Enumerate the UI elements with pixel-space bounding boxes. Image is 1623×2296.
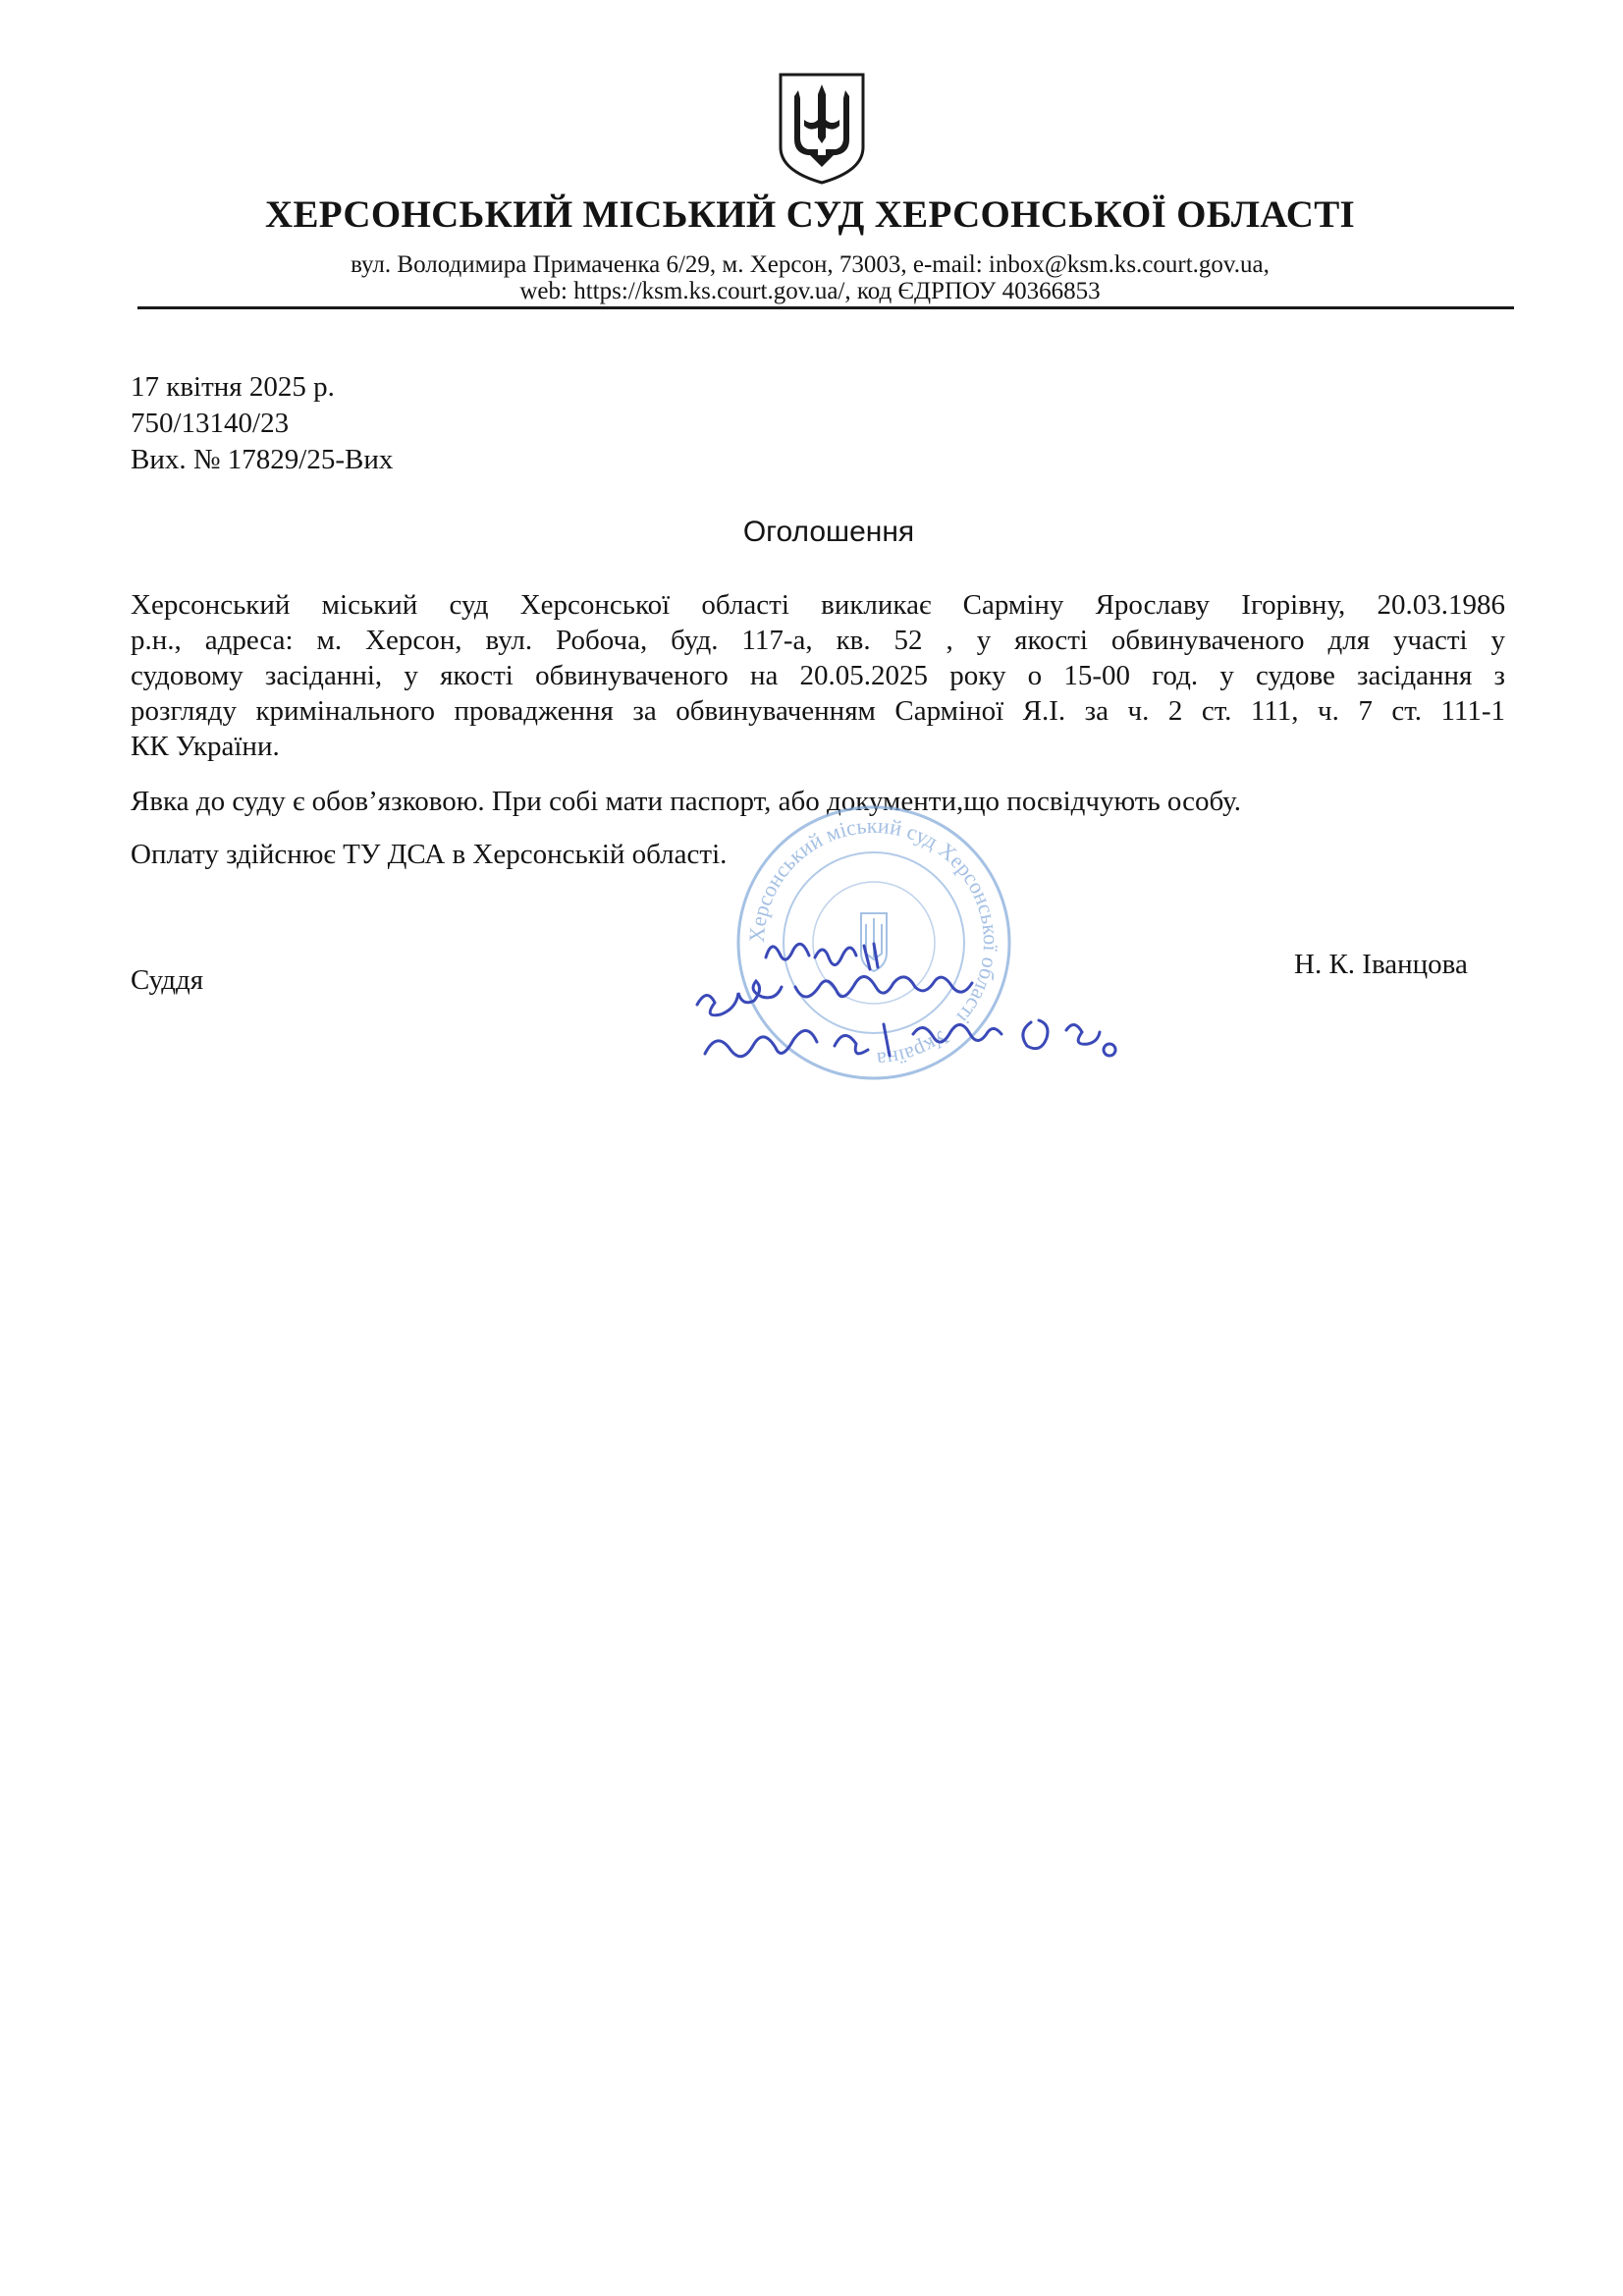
court-name-heading: ХЕРСОНСЬКИЙ МІСЬКИЙ СУД ХЕРСОНСЬКОЇ ОБЛАСТІ bbox=[264, 193, 1356, 236]
body-line: р.н., адреса: м. Херсон, вул. Робоча, буд. 117-а, кв. 52 , у якості обвинуваченого для участі у bbox=[131, 625, 1505, 656]
court-web-and-code: web: https://ksm.ks.court.gov.ua/, код ЄДРПОУ 40366853 bbox=[519, 278, 1101, 304]
document-title: Оголошення bbox=[742, 516, 915, 548]
body-line: судовому засіданні, у якості обвинуваченого на 20.05.2025 року о 15-00 год. у судове засідання з bbox=[131, 660, 1505, 691]
judge-name: Н. К. Іванцова bbox=[1294, 949, 1468, 980]
document-date: 17 квітня 2025 р. bbox=[131, 371, 335, 403]
body-line: Явка до суду є обов’язковою. При собі мати паспорт, або документи,що посвідчують особу. bbox=[131, 786, 1242, 817]
svg-text:Херсонський міський суд Херсон: Херсонський міський суд Херсонської області · Україна bbox=[743, 812, 1004, 1073]
body-line: Херсонський міський суд Херсонської області викликає Сарміну Ярославу Ігорівну, 20.03.1986 bbox=[131, 589, 1505, 621]
trident-emblem-icon bbox=[775, 71, 869, 187]
body-line: розгляду кримінального провадження за обвинуваченням Сарміної Я.І. за ч. 2 ст. 111, ч. 7 ст. 111-1 bbox=[131, 695, 1505, 727]
court-address: вул. Володимира Примаченка 6/29, м. Херсон, 73003, e-mail: inbox@ksm.ks.court.gov.ua, bbox=[351, 251, 1270, 278]
outgoing-number: Вих. № 17829/25-Вих bbox=[131, 444, 394, 475]
case-number: 750/13140/23 bbox=[131, 408, 290, 439]
judge-label: Суддя bbox=[131, 964, 204, 996]
handwritten-signature-icon bbox=[677, 928, 1168, 1075]
header-divider bbox=[137, 306, 1514, 309]
body-line: КК України. bbox=[131, 731, 280, 762]
body-line: Оплату здійснює ТУ ДСА в Херсонській області. bbox=[131, 839, 728, 870]
